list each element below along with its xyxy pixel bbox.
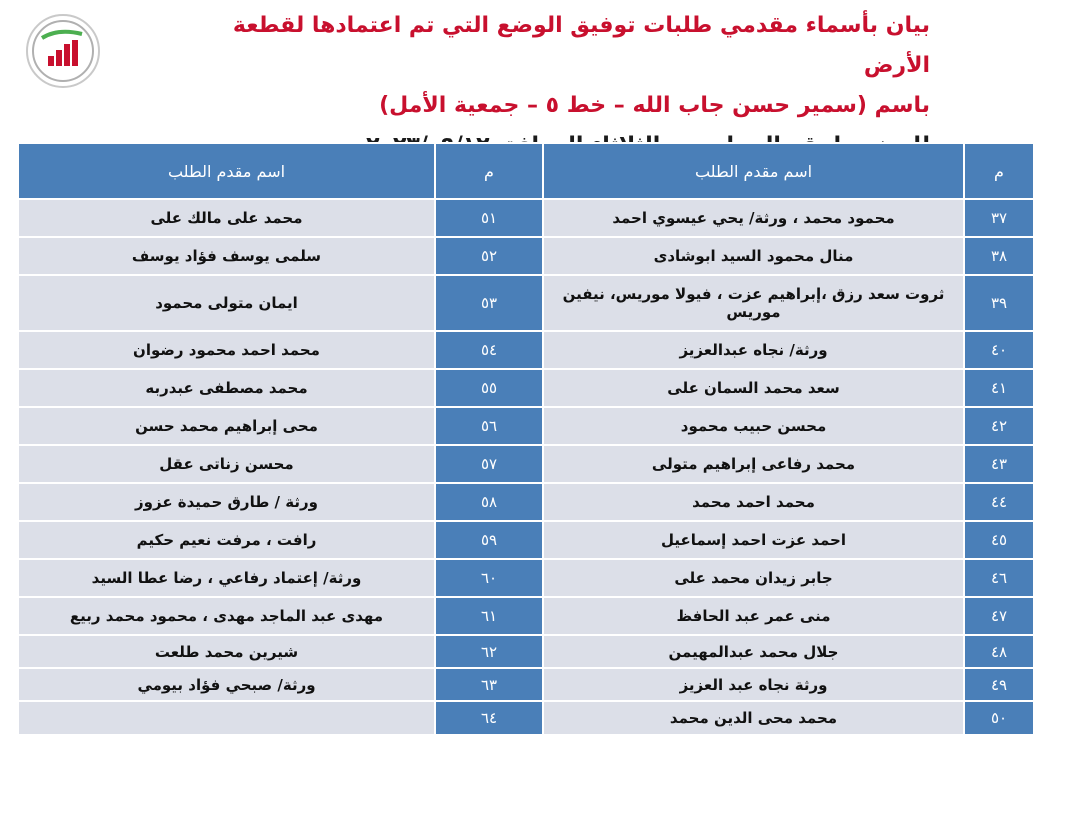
table-row	[18, 635, 1034, 668]
applicant-name: ايمان متولى محمود	[18, 275, 435, 331]
applicant-name: محى إبراهيم محمد حسن	[18, 407, 435, 445]
row-number: ٦٣	[435, 668, 543, 701]
row-number: ٥٢	[435, 237, 543, 275]
row-number: ٤٤	[964, 483, 1034, 521]
row-number: ٣٨	[964, 237, 1034, 275]
row-number: ٥٨	[435, 483, 543, 521]
row-number: ٥٥	[435, 369, 543, 407]
col-num-header: م	[964, 143, 1034, 199]
col-name-header: اسم مقدم الطلب	[543, 143, 964, 199]
applicant-name: محمد محى الدين محمد	[543, 701, 964, 735]
agency-logo-icon	[26, 14, 100, 88]
row-number: ٤٩	[964, 668, 1034, 701]
applicant-name: منال محمود السيد ابوشادى	[543, 237, 964, 275]
row-number: ٥١	[435, 199, 543, 237]
table-row	[18, 275, 1034, 331]
applicant-name: ثروت سعد رزق ،إبراهيم عزت ، فيولا موريس، نيفين موريس	[543, 275, 964, 331]
table-row	[18, 445, 1034, 483]
applicant-name: جلال محمد عبدالمهيمن	[543, 635, 964, 668]
table-header-row	[18, 143, 1034, 199]
row-number: ٦٢	[435, 635, 543, 668]
table-row	[18, 521, 1034, 559]
row-number: ٥٩	[435, 521, 543, 559]
row-number: ٦١	[435, 597, 543, 635]
applicant-name: محمود محمد ، ورثة/ يحي عيسوي احمد	[543, 199, 964, 237]
row-number: ٦٤	[435, 701, 543, 735]
col-num-header: م	[435, 143, 543, 199]
applicant-name: سلمى يوسف فؤاد يوسف	[18, 237, 435, 275]
row-number: ٤٧	[964, 597, 1034, 635]
applicant-name: ورثة / طارق حميدة عزوز	[18, 483, 435, 521]
row-number: ٥٣	[435, 275, 543, 331]
row-number: ٤٣	[964, 445, 1034, 483]
table-row	[18, 369, 1034, 407]
applicant-name: منى عمر عبد الحافظ	[543, 597, 964, 635]
applicant-name: ورثة/ نجاه عبدالعزيز	[543, 331, 964, 369]
applicant-name: محمد على مالك على	[18, 199, 435, 237]
table-row	[18, 237, 1034, 275]
table-row	[18, 407, 1034, 445]
table-row	[18, 597, 1034, 635]
title-line-1: بيان بأسماء مقدمي طلبات توفيق الوضع التي تم اعتمادها لقطعة الأرض	[232, 13, 930, 78]
table-row	[18, 559, 1034, 597]
table-row	[18, 483, 1034, 521]
col-name-header: اسم مقدم الطلب	[18, 143, 435, 199]
applicant-name: محمد مصطفى عبدربه	[18, 369, 435, 407]
row-number: ٤٦	[964, 559, 1034, 597]
row-number: ٦٠	[435, 559, 543, 597]
table-row	[18, 331, 1034, 369]
applicant-name: محسن حبيب محمود	[543, 407, 964, 445]
table-body	[18, 199, 1034, 735]
title-line-2: باسم (سمير حسن جاب الله – خط ٥ – جمعية الأمل)	[379, 93, 930, 118]
table-row	[18, 668, 1034, 701]
row-number: ٥٧	[435, 445, 543, 483]
applicant-name: محمد احمد محمد	[543, 483, 964, 521]
applicant-name: محمد رفاعى إبراهيم متولى	[543, 445, 964, 483]
applicant-name: محسن زناتى عقل	[18, 445, 435, 483]
row-number: ٥٤	[435, 331, 543, 369]
applicant-name: ورثة/ صبحي فؤاد بيومي	[18, 668, 435, 701]
row-number: ٥٠	[964, 701, 1034, 735]
row-number: ٥٦	[435, 407, 543, 445]
row-number: ٣٧	[964, 199, 1034, 237]
row-number: ٤٠	[964, 331, 1034, 369]
applicant-name: محمد احمد محمود رضوان	[18, 331, 435, 369]
applicant-name: ورثة/ إعتماد رفاعي ، رضا عطا السيد	[18, 559, 435, 597]
applicants-table	[17, 142, 1035, 736]
table-row	[18, 199, 1034, 237]
applicant-name	[18, 701, 435, 735]
row-number: ٤١	[964, 369, 1034, 407]
row-number: ٤٢	[964, 407, 1034, 445]
row-number: ٣٩	[964, 275, 1034, 331]
applicant-name: مهدى عبد الماجد مهدى ، محمود محمد ربيع	[18, 597, 435, 635]
row-number: ٤٨	[964, 635, 1034, 668]
applicant-name: احمد عزت احمد إسماعيل	[543, 521, 964, 559]
applicant-name: شيرين محمد طلعت	[18, 635, 435, 668]
applicant-name: جابر زيدان محمد على	[543, 559, 964, 597]
applicant-name: ورثة نجاه عبد العزيز	[543, 668, 964, 701]
applicant-name: رافت ، مرفت نعيم حكيم	[18, 521, 435, 559]
applicant-name: سعد محمد السمان على	[543, 369, 964, 407]
table-row	[18, 701, 1034, 735]
row-number: ٤٥	[964, 521, 1034, 559]
